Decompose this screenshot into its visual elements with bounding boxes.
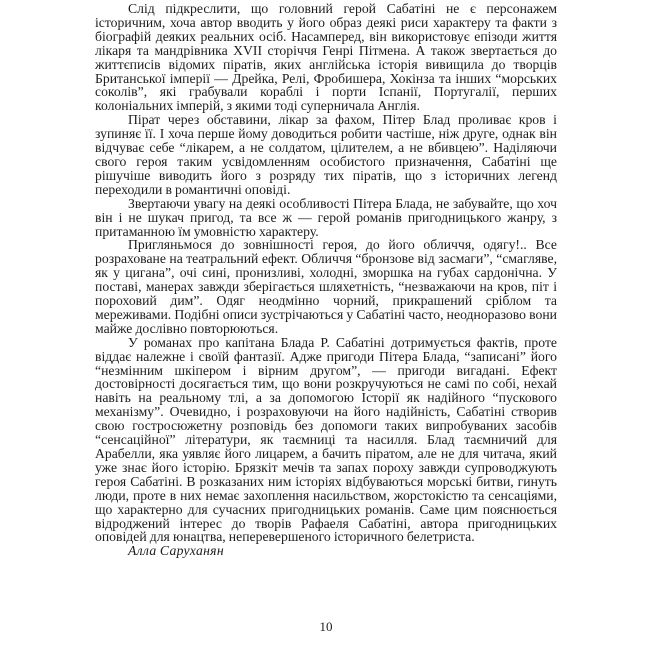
author-signature: Алла Саруханян	[128, 543, 224, 559]
paragraph-2: Пірат через обставини, лікар за фахом, Пітер Блад проливає кров і зупиняє її. І хоча перше йому доводиться робити частіше, ніж друге, однак він відчуває себе “лікарем, а не солдатом, цілителем, а не вбивцею”. Наділяючи свого героя таким усвідомленням особистого призначення, Сабатіні ще рішучіше виводить його з розряду тих піратів, що з історичних легенд переходили в романтичні оповіді.	[95, 112, 557, 197]
page-number: 10	[319, 619, 333, 634]
article-body	[95, 2, 557, 558]
paragraph-1: Слід підкреслити, що головний герой Сабатіні не є персонажем історичним, хоча автор вводить у його образ деякі риси характеру та факти з біографій деяких реальних осіб. Насамперед, він використовує епізоди життя лікаря та мандрівника XVII сторіччя Генрі Пітмена. А також звертається до життєписів відомих піратів, яких англійська історія вивищила до творців Британської імперії — Дрейка, Релі, Фробишера, Хокінза та інших “морських соколів”, які грабували кораблі і порти Іспанії, Португалії, перших колоніальних імперій, з якими тоді суперничала Англія.	[95, 1, 557, 114]
paragraph-5: У романах про капітана Блада Р. Сабатіні дотримується фактів, проте віддає належне і своїй фантазії. Адже пригоди Пітера Блада, “записані” його “незмінним шкіпером і вірним другом”, — пригоди вигадані. Ефект достовірності досягається тим, що вони розкручуються не самі по собі, нехай навіть на реальному тлі, а за допомогою Історії як надійного “пускового механізму”. Очевидно, і розраховуючи на його надійність, Сабатіні створив свою гостросюжетну розповідь без допомоги таких випробуваних засобів “сенсаційної” літератури, як таємниці та насилля. Блад таємничий для Арабелли, яка уявляє його лицарем, а бачить піратом, але не для читача, який уже знає його історію. Брязкіт мечів та запах пороху завжди супроводжують героя Сабатіні. В розказаних ним історіях відбуваються морські битви, гинуть люди, проте в них немає захоплення насильством, жорстокістю та сенсаціями, що характерно для сучасних пригодницьких романів. Саме цим пояснюється відроджений інтерес до творів Рафаеля Сабатіні, автора пригодницьких оповідей для юнацтва, неперевершеного історичного белетриста.	[95, 334, 557, 545]
paragraph-3: Звертаючи увагу на деякі особливості Пітера Блада, не забувайте, що хоч він і не шукач пригод, та все ж — герой романів пригодницького жанру, з притаманною їм умовністю характеру.	[95, 195, 557, 239]
paragraph-4: Пригляньмося до зовнішності героя, до його обличчя, одягу!.. Все розраховане на театральний ефект. Обличчя “бронзове від засмаги”, “смагляве, як у цигана”, очі сині, пронизливі, холодні, зморшка на губах сардонічна. У поставі, манерах завжди зберігається шляхетність, “незважаючи на кров, піт і пороховий дим”. Одяг неодмінно чорний, прикрашений сріблом та мереживами. Подібні описи зустрічаються у Сабатіні часто, неодноразово вони майже дослівно повторюються.	[95, 237, 557, 336]
